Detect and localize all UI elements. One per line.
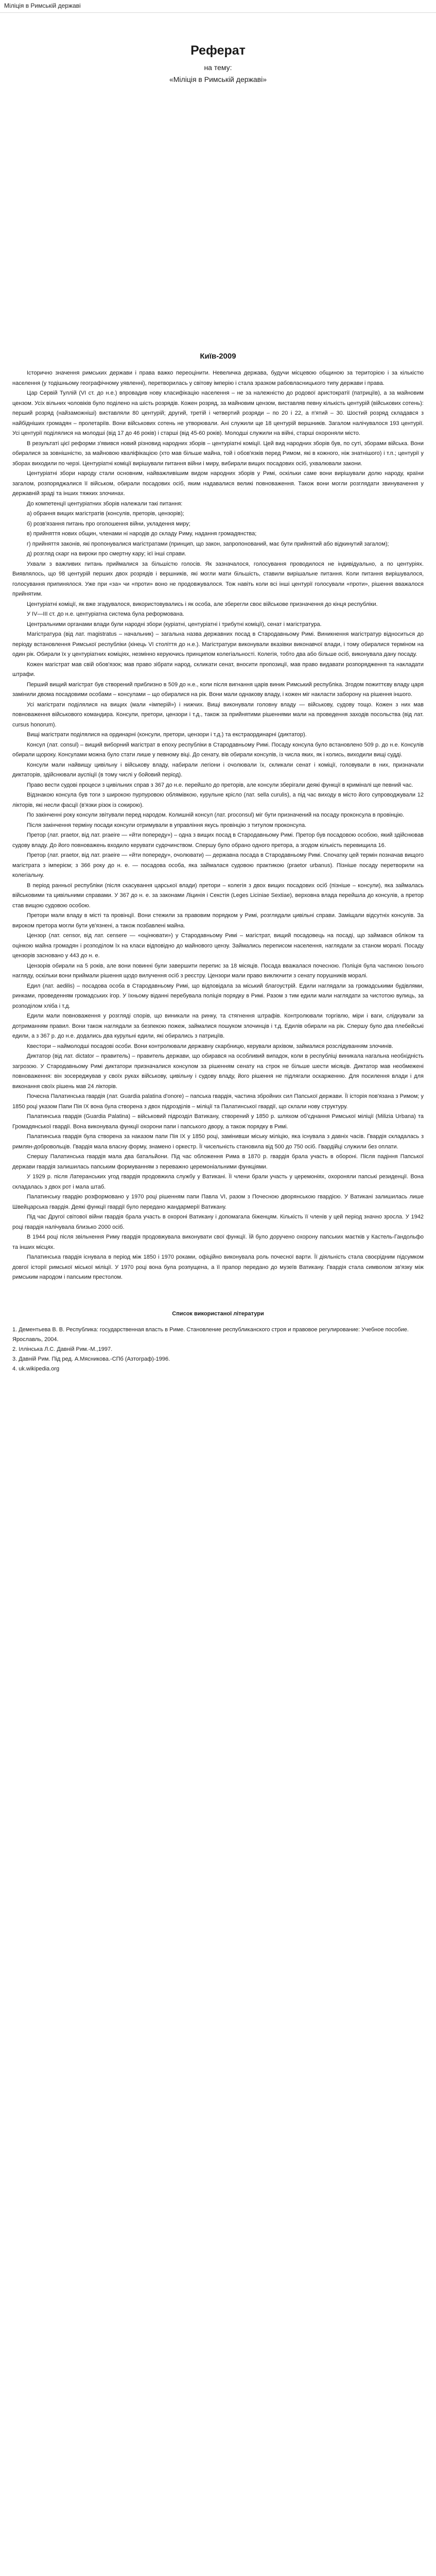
document-subtitle-line1: на тему: [204, 63, 232, 72]
body-paragraph: Едили мали повноваження у розгляді спорів, що виникали на ринку, та стягнення штрафів. Контролювали торгівлю, міри і ваги, слідкували за дотриманням правил. Вони також наглядали за безпекою пожеж, займалися пошуком злочинців і т.д. Едилів обирали на рік. Спершу було два плебейські едили, а з 367 р. до н.е. додались два курульні едили, які обирались з патриціїв. [12, 1013, 424, 1039]
body-paragraph: У 1929 р. після Латеранських угод гвардія продовжила службу у Ватикані. Її члени брали участь у церемоніях, охороняли папські резиденції. Вона складалась з двох рот і мала штаб. [12, 1174, 424, 1190]
body-paragraph: Претор (лат. praetor, від лат. praeire — «йти попереду», очолювати) — державна посада в Стародавньому Римі. Спочатку цей термін позначав вищого магістрата з імперієм; з 366 року до н. е. — посадова особа, яка займалася судовою практикою (praetor urbanus). Пізніше посаду перетворили на колегіальну. [12, 852, 424, 878]
body-paragraph: Цензор (лат. censor, від лат. censere — «оцінювати») у Стародавньому Римі – магістрат, вищий посадовець на посаді, що займався обліком та оцінкою майна громадян і розподілом їх на класи відповідно до майнового цензу. Займались переписом населення, наглядали за станом моралі. Посаду цензорів засновано у 443 до н. е. [12, 933, 424, 959]
body-paragraph: Консули мали найвищу цивільну і військову владу, набирали легіони і очолювали їх, скликали сенат і коміції, головували в них, призначали диктаторів, здійснювали ауспіції (в тому числі у бойовий період). [12, 761, 424, 778]
body-paragraph: Історично значення римських держави і права важко переоцінити. Невеличка держава, будучи місцевою общиною за територією і за кількістю населення (у тодішньому географічному уявленні), перетворилась у світову імперію і стала зразком рабовласницького типу держави і права. [12, 370, 424, 386]
body-paragraph: Палатинська гвардія була створена за наказом папи Пія IX у 1850 році, замінивши міську міліцію, яка існувала з давніх часів. Гвардія складалась з римлян-добровольців. Гвардія мала власну форму, знамено і оркестр. Її чисельність становила від 500 до 750 осіб. Гвардійці служили без оплати. [12, 1133, 424, 1150]
body-paragraph: Перший вищий магістрат був створений приблизно в 509 до н.е., коли після вигнання царів виник Римський республіка. Згодом пожиттєву владу царя замінили двома посадовими особами – консулами – що обиралися на рік. Вони мали однакову владу, і кожен міг накласти заборону на рішення іншого. [12, 681, 424, 698]
body-paragraph: Консул (лат. consul) – вищий виборний магістрат в епоху республіки в Стародавньому Римі. Посаду консула було встановлено 509 р. до н.е. Консулів обирали щороку. Консулами можна було стати лише у певному віці. До сенату, вів обирали консулів, із числа яких, як і колись, виходили вищі судді. [12, 741, 424, 758]
body-paragraph: а) обрання вищих магістратів (консулів, преторів, цензорів); [27, 511, 184, 517]
body-paragraph: Магістратура (від лат. magistratus – начальник) – загальна назва державних посад в Стародавньому Римі. Виникнення магістратур відноситься до періоду встановлення Римської республіки (кінець VI століття до н.е.). Магістратури виконували вказівки виконавчої влади, і тому обиралися терміном на один рік. Обирали їх у центуріатних коміціях, незмінно керуючись принципом колегіальності. Колегія, тобто два або більше осіб, виконувала дану посаду. [12, 631, 424, 657]
body-paragraph: Після закінчення терміну посади консули отримували в управління якусь провінцію з титулом проконсула. [27, 822, 307, 828]
body-paragraph: По закінченні року консули звітували перед народом. Колишній консул (лат. proconsul) міг бути призначений на посаду проконсула в провінцію. [27, 812, 405, 818]
body-paragraph: Претори мали владу в місті та провінції. Вони стежили за правовим порядком у Римі, розглядали цивільні справи. Заміщали відсутніх консулів. За вироком претора могли бути ув'язнені, а також позбавлені майна. [12, 912, 424, 929]
reference-item: 1. Дементьева В. В. Республика: государственная власть в Риме. Становление республиканского строя и правовое регулирование: Учебное пособие. Ярославль, 2004. [12, 1326, 409, 1343]
body-paragraph: г) прийняття законів, які пропонувалися магістратами (принцип, що закон, запропонований, має бути прийнятий або відкинутий загалом); [27, 540, 389, 547]
body-paragraph: Едил (лат. aedilis) – посадова особа в Стародавньому Римі, що відповідала за міський благоустрій. Едили наглядали за громадськими будівлями, ринками, проведенням громадських ігор. У їхньому віданні перебувала поліція порядку в Римі. Разом з тим едили мали наглядати за чистотою вулиць, за розподілом хліба і т.д. [12, 982, 424, 1009]
body-paragraph: До компетенції центуріатних зборів належали такі питання: [27, 500, 183, 507]
body-paragraph: Центуріатні коміції, як вже згадувалося, використовувались і як особа, але зберегли своє військове призначення до кінця республіки. [27, 601, 378, 607]
reference-item: 3. Давній Рим. Під ред. А.Мясникова.-СПб (Азтограф)-1996. [12, 1355, 170, 1362]
body-paragraph: Палатинська гвардія (Guardia Palatina) – військовий підрозділ Ватикану, створений у 1850 р. шляхом об'єднання Римської міліції (Milizia Urbana) та Громадянської гвардії. Вона виконувала функції охорони папи і папського двору, а також порядку в Римі. [12, 1113, 424, 1130]
body-text [12, 368, 424, 1283]
body-paragraph: У IV—III ст. до н.е. центуріатна система була реформована. [27, 611, 184, 617]
body-paragraph: Цензорів обирали на 5 років, але вони повинні були завершити перепис за 18 місяців. Посада вважалася почесною. Поліція була частиною їхнього нагляду, оскільки вони приймали рішення щодо вилучення осіб з реєстру. Цензори мали право виключити з сенату порушників моралі. [12, 962, 424, 979]
body-paragraph: Палатинська гвардія існувала в період між 1850 і 1970 роками, офіційно виконувала роль почесної варти. Її діяльність стала своєрідним підсумком довгої історії римської міської міліції. У 1970 році вона була розпущена, а її прапор передано до музеїв Ватикану. Гвардія стала символом зв'язку між римським народом і папським престолом. [12, 1254, 424, 1280]
document-subtitle-line2: «Міліція в Римській державі» [169, 75, 267, 83]
references-heading: Список використаної літератури [172, 1310, 264, 1317]
body-paragraph: Центуріатні збори народу стали основним, найважливішим видом народних зборів у Римі, оскільки саме вони вирішували долю народу, країни загалом, розпоряджалися її військом, обирали посадових осіб, яким надавалися великі повноваження. Також вони могли розглядати звинувачення у державній зраді та інших тяжких злочинах. [12, 470, 424, 497]
body-paragraph: В результаті цієї реформи з'явився новий різновид народних зборів – центуріатні коміції. Цей вид народних зборів був, по суті, зборами війська. Вони обиралися за зовнішністю, за майновою кваліфікацією (хто мав більше майна, той і обов'язків перед Римом, які в кожного, ніж знатнішого) і т.п.; центурії у зборах виходили по черзі. Центуріатні коміції вирішували питання війни і миру, вибирали вищих посадових осіб, ухвалювали закони. [12, 440, 424, 467]
references-list [12, 1325, 424, 1374]
city-year: Київ-2009 [200, 352, 236, 361]
body-paragraph: Вищі магістрати поділялися на ординарні (консули, претори, цензори і т.д.) та екстраординарні (диктатор). [27, 732, 307, 738]
body-paragraph: в) прийняття нових общин, членами ні народів до складу Риму, надання громадянства; [27, 531, 257, 537]
body-paragraph: В період ранньої республіки (після скасування царської влади) претори – колегія з двох вищих посадових осіб (пізніше – консули), яка займалась військовими та цивільними справами. У 367 до н. е. за законами Ліцинія і Секстія (Leges Liciniae Sextiae), верховна влада перейшла до консулів, а претор став вищою судовою особою. [12, 882, 424, 909]
reference-item: 2. Іллінська Л.С. Давній Рим.-М.,1997. [12, 1346, 113, 1352]
body-paragraph: Диктатор (від лат. dictator – правитель) – правитель держави, що обирався на особливий випадок, коли в республіці виникала нагальна необхідність загрозою. У Стародавньому Римі диктатори призначалися консулом за рішенням сенату на строк не більше шести місяців. Диктатор мав необмежені повноваження: він зосереджував у своїх руках військову, цивільну і судову владу, його рішення не підлягали оскарженню. Для посилення влади і для виконання своїх рішень мав 24 лікторів. [12, 1053, 424, 1090]
body-paragraph: Квестори – наймолодші посадові особи. Вони контролювали державну скарбницю, керували архівом, займалися розслідуванням злочинів. [27, 1043, 393, 1049]
window-title-bar [0, 0, 436, 13]
body-paragraph: Усі магістрати поділялися на вищих (мали «імперій») і нижчих. Вищі виконували головну владу — військову, судову тощо. Кожен з них мав повноваження військового командира. Консули, претори, цензори і т.д., також за прийнятими рішеннями мали на проведення заходів посольства (від лат. cursus honorum). [12, 701, 424, 728]
body-paragraph: Центральними органами влади були народні збори (куріатні, центуріатні і трибутні коміції), сенат і магістратура. [27, 621, 322, 628]
body-paragraph: Кожен магістрат мав свій обов'язок; мав право зібрати народ, скликати сенат, вносити пропозиції, мав право видавати розпорядження та накладати штрафи. [12, 661, 424, 677]
body-paragraph: Почесна Палатинська гвардія (лат. Guardia palatina d'onore) – папська гвардія, частина збройних сил Папської держави. Її історія пов'язана з Римом; у 1850 році указом Папи Пія IX вона була створена з двох підрозділів – міліції та Палатинської гвардії, що склали нову структуру. [12, 1093, 424, 1110]
title-page-spacer [12, 84, 424, 352]
title-block [12, 43, 424, 84]
body-paragraph: Претор (лат. praetor, від лат. praeire — «йти попереду») – одна з вищих посад в Стародавньому Римі. Претор був посадовою особою, який здійснював судову владу. До його повноважень входило керувати судочинством. Спершу було обрано одного претора, а згодом кількість перевищила 16. [12, 832, 424, 849]
reference-item: 4. uk.wikipedia.org [12, 1365, 60, 1372]
body-paragraph: д) розгляд скарг на вироки про смертну кару; ієї інші справи. [27, 551, 186, 557]
body-paragraph: Відзнакою консула був тоги з широкою пурпуровою облямівкою, курульне крісло (лат. sella curulis), а під час виходу в місто його супроводжували 12 лікторів, які несли фасції (в'язки різок із сокирою). [12, 792, 424, 808]
body-paragraph: Під час Другої світової війни гвардія брала участь в охороні Ватикану і допомагала біженцям. Кількість її членів у цей період значно зросла. У 1942 році гвардія налічувала близько 2000 осіб. [12, 1214, 424, 1230]
body-paragraph: Право вести судові процеси з цивільних справ з 367 до н.е. перейшло до преторів, але консули зберігали деякі функції в криміналі ще певний час. [27, 782, 413, 788]
document-page [0, 43, 436, 1374]
document-title: Реферат [190, 43, 246, 58]
body-paragraph: В 1944 році після звільнення Риму гвардія продовжувала виконувати свої функції. Їй було доручено охорону папських маєтків у Кастель-Гандольфо та інших місцях. [12, 1234, 424, 1250]
body-paragraph: Палатинську гвардію розформовано у 1970 році рішенням папи Павла VI, разом з Почесною дворянською гвардією. У Ватикані залишилась лише Швейцарська гвардія. Деякі функції гвардії було передано жандармерії Ватикану. [12, 1194, 424, 1210]
body-paragraph: Цар Сервій Туллій (VI ст. до н.е.) впровадив нову класифікацію населення – не за належністю до родової аристократії (патриціїв), а за майновим цензом. Усіх вільних чоловіків було поділено на шість розрядів. Кожен розряд, за майновим цензом, виставляв певну кількість центурій (військових сотень): перший розряд (найзаможніші) виставляли 80 центурій; другий, третій і четвертий розряди – по 20 і 22, а п'ятий – 30. Шостий розряд складався з найбідніших громадян – пролетаріїв. Вони військових сотень не утворювали. Ані служили ще 18 центурій вершників. Загалом налічувалося 193 центурії. Усі центурії поділялися на молодші (від 17 до 46 років) і старші (від 45-60 років). Молодші служили на війні, старші охороняли місто. [12, 390, 424, 436]
body-paragraph: Ухвали з важливих питань приймалися за більшістю голосів. Як зазначалося, голосування проводилося не індивідуально, а по центуріях. Виявлялось, що 98 центурій перших двох розрядів і вершників, які могли мати більшість, ставили вирішальне питання. Коли питання вирішувалося, голосування припинялося. Уже при «за» чи «проти» воно не продовжувалося. Тож навіть коли всі інші центурії голосували «проти», рішення вважалося прийнятим. [12, 561, 424, 597]
body-paragraph: б) розв'язання питань про оголошення війни, укладення миру; [27, 520, 190, 527]
body-paragraph: Спершу Палатинська гвардія мала два батальйони. Під час обложення Рима в 1870 р. гвардія брала участь в обороні. Після падіння Папської держави гвардія залишилась папським формуванням з переважно церемоніальними функціями. [12, 1154, 424, 1170]
window-title: Міліція в Римській державі [4, 2, 81, 9]
